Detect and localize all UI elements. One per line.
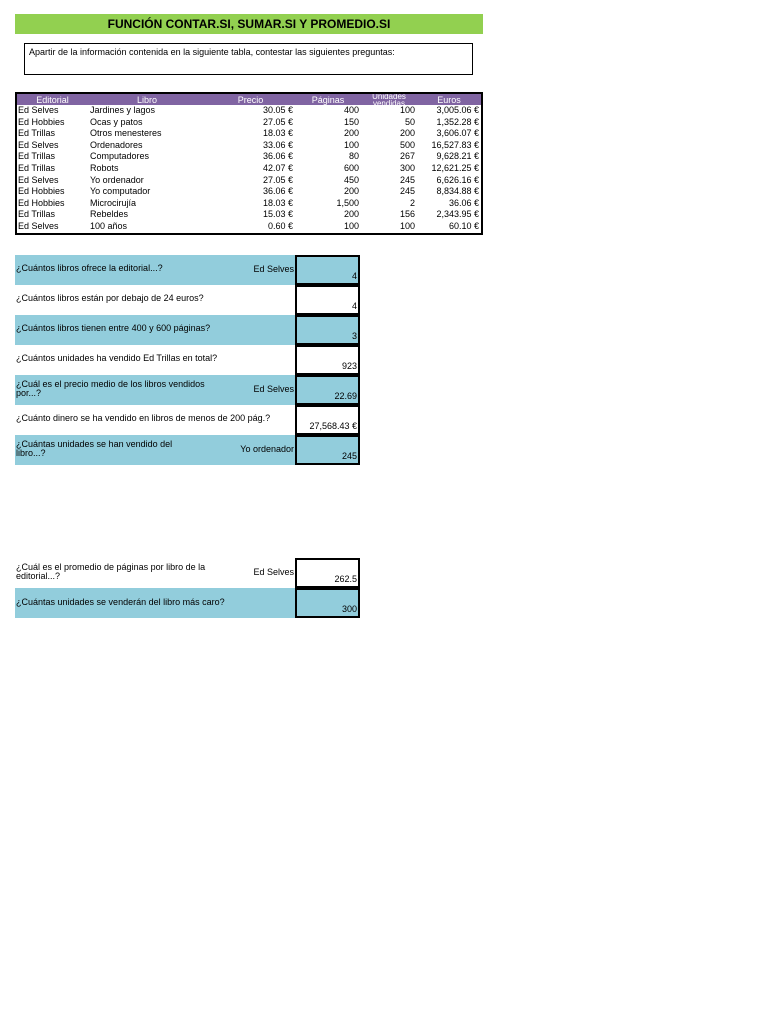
cell-libro[interactable]: Rebeldes	[90, 209, 129, 220]
answer-cell[interactable]: 923	[295, 345, 360, 375]
cell-libro[interactable]: Jardines y lagos	[90, 105, 156, 115]
header-precio: Precio	[237, 94, 264, 105]
cell-euros[interactable]: 3,606.07 €	[436, 128, 479, 139]
cell-precio[interactable]: 18.03 €	[262, 197, 293, 208]
cell-libro[interactable]: Computadores	[90, 151, 150, 162]
cell-unidades[interactable]: 156	[399, 209, 415, 220]
cell-euros[interactable]: 8,834.88 €	[436, 186, 479, 197]
cell-libro[interactable]: Otros menesteres	[90, 128, 162, 139]
answer-cell[interactable]: 4	[295, 255, 360, 285]
cell-euros[interactable]: 1,352.28 €	[436, 116, 479, 127]
cell-euros[interactable]: 60.10 €	[448, 220, 479, 231]
header-paginas: Páginas	[311, 94, 345, 105]
cell-editorial[interactable]: Ed Trillas	[18, 151, 56, 162]
header-unidades: Unidades vendidas	[372, 94, 406, 105]
cell-precio[interactable]: 18.03 €	[262, 128, 293, 139]
cell-unidades[interactable]: 2	[409, 197, 415, 208]
question-parameter[interactable]: Ed Selves	[253, 384, 294, 394]
cell-libro[interactable]: Yo computador	[90, 186, 151, 197]
table-row	[17, 117, 481, 129]
cell-euros[interactable]: 9,628.21 €	[436, 151, 479, 162]
table-header-row	[17, 94, 481, 105]
question-parameter[interactable]: Ed Selves	[253, 567, 294, 577]
question-row	[15, 405, 295, 435]
question-text: ¿Cuántos libros ofrece la editorial...?	[16, 263, 163, 273]
header-editorial: Editorial	[36, 94, 69, 105]
cell-euros[interactable]: 2,343.95 €	[436, 209, 479, 220]
question-parameter[interactable]: Ed Selves	[253, 264, 294, 274]
table-row	[17, 151, 481, 163]
cell-unidades[interactable]: 100	[399, 220, 415, 231]
answer-cell[interactable]: 4	[295, 285, 360, 315]
intro-text-box: Apartir de la información contenida en la siguiente tabla, contestar las siguientes preguntas:	[24, 43, 473, 75]
table-row	[17, 198, 481, 210]
question-text: ¿Cuántos libros tienen entre 400 y 600 páginas?	[16, 323, 211, 333]
table-row	[17, 163, 481, 175]
table-row	[17, 209, 481, 221]
answer-cell[interactable]: 245	[295, 435, 360, 465]
cell-precio[interactable]: 36.06 €	[262, 186, 293, 197]
header-libro: Libro	[136, 94, 157, 105]
cell-editorial[interactable]: Ed Selves	[18, 174, 59, 185]
cell-euros[interactable]: 6,626.16 €	[436, 174, 479, 185]
cell-editorial[interactable]: Ed Hobbies	[18, 186, 65, 197]
cell-paginas[interactable]: 600	[343, 162, 359, 173]
table-row	[17, 186, 481, 198]
cell-libro[interactable]: 100 años	[90, 220, 128, 231]
question-row	[15, 435, 295, 465]
question-text: ¿Cuántas unidades se venderán del libro más caro?	[16, 597, 225, 607]
cell-precio[interactable]: 36.06 €	[262, 151, 293, 162]
question-parameter[interactable]: Yo ordenador	[240, 444, 294, 454]
cell-editorial[interactable]: Ed Trillas	[18, 162, 56, 173]
cell-euros[interactable]: 36.06 €	[448, 197, 479, 208]
cell-libro[interactable]: Yo ordenador	[90, 174, 144, 185]
table-row	[17, 175, 481, 187]
answer-cell[interactable]: 262.5	[295, 558, 360, 588]
books-table	[15, 92, 483, 235]
sheet-title: FUNCIÓN CONTAR.SI, SUMAR.SI Y PROMEDIO.SI	[15, 14, 483, 34]
cell-unidades[interactable]: 500	[399, 139, 415, 150]
question-text: ¿Cuántos libros están por debajo de 24 euros?	[16, 293, 204, 303]
answer-cell[interactable]: 22.69	[295, 375, 360, 405]
cell-precio[interactable]: 42.07 €	[262, 162, 293, 173]
question-text: ¿Cuál es el precio medio de los libros vendidos por...?	[16, 379, 205, 398]
cell-paginas[interactable]: 450	[343, 174, 359, 185]
cell-editorial[interactable]: Ed Hobbies	[18, 116, 65, 127]
header-euros: Euros	[437, 94, 461, 105]
cell-editorial[interactable]: Ed Trillas	[18, 128, 56, 139]
answer-cell[interactable]: 3	[295, 315, 360, 345]
cell-libro[interactable]: Ocas y patos	[90, 116, 143, 127]
question-row	[15, 255, 295, 285]
cell-paginas[interactable]: 100	[343, 139, 359, 150]
answer-cell[interactable]: 27,568.43 €	[295, 405, 360, 435]
question-row	[15, 375, 295, 405]
cell-editorial[interactable]: Ed Hobbies	[18, 197, 65, 208]
cell-precio[interactable]: 0.60 €	[267, 220, 293, 231]
cell-editorial[interactable]: Ed Selves	[18, 139, 59, 150]
question-text: ¿Cuánto dinero se ha vendido en libros de menos de 200 pág.?	[16, 413, 271, 423]
table-row	[17, 128, 481, 140]
cell-paginas[interactable]: 100	[343, 220, 359, 231]
table-row	[17, 140, 481, 152]
cell-unidades[interactable]: 267	[399, 151, 415, 162]
cell-precio[interactable]: 15.03 €	[262, 209, 293, 220]
cell-precio[interactable]: 27.05 €	[262, 116, 293, 127]
cell-euros[interactable]: 12,621.25 €	[431, 162, 479, 173]
cell-paginas[interactable]: 200	[343, 128, 359, 139]
cell-libro[interactable]: Robots	[90, 162, 119, 173]
cell-paginas[interactable]: 400	[343, 105, 359, 115]
cell-paginas[interactable]: 200	[343, 186, 359, 197]
cell-paginas[interactable]: 1,500	[336, 197, 359, 208]
cell-libro[interactable]: Ordenadores	[90, 139, 143, 150]
table-row	[17, 221, 481, 233]
cell-euros[interactable]: 16,527.83 €	[431, 139, 479, 150]
cell-unidades[interactable]: 200	[399, 128, 415, 139]
cell-unidades[interactable]: 50	[404, 116, 415, 127]
cell-editorial[interactable]: Ed Selves	[18, 105, 59, 115]
cell-paginas[interactable]: 200	[343, 209, 359, 220]
question-row	[15, 285, 295, 315]
question-text: ¿Cuántos unidades ha vendido Ed Trillas en total?	[16, 353, 218, 363]
cell-euros[interactable]: 3,005.06 €	[436, 105, 479, 115]
cell-libro[interactable]: Microcirujía	[90, 197, 137, 208]
cell-unidades[interactable]: 245	[399, 186, 415, 197]
cell-precio[interactable]: 30.05 €	[262, 105, 293, 115]
cell-paginas[interactable]: 150	[343, 116, 359, 127]
table-row	[17, 105, 481, 117]
cell-unidades[interactable]: 245	[399, 174, 415, 185]
question-text: ¿Cuál es el promedio de páginas por libro de la editorial...?	[16, 562, 206, 581]
cell-unidades[interactable]: 100	[399, 105, 415, 115]
cell-editorial[interactable]: Ed Trillas	[18, 209, 56, 220]
question-row	[15, 345, 295, 375]
cell-precio[interactable]: 27.05 €	[262, 174, 293, 185]
cell-paginas[interactable]: 80	[348, 151, 359, 162]
cell-precio[interactable]: 33.06 €	[262, 139, 293, 150]
cell-editorial[interactable]: Ed Selves	[18, 220, 59, 231]
cell-unidades[interactable]: 300	[399, 162, 415, 173]
question-row	[15, 315, 295, 345]
question-row	[15, 588, 295, 618]
question-text: ¿Cuántas unidades se han vendido del libro...?	[16, 439, 173, 458]
answer-cell[interactable]: 300	[295, 588, 360, 618]
question-row	[15, 558, 295, 588]
